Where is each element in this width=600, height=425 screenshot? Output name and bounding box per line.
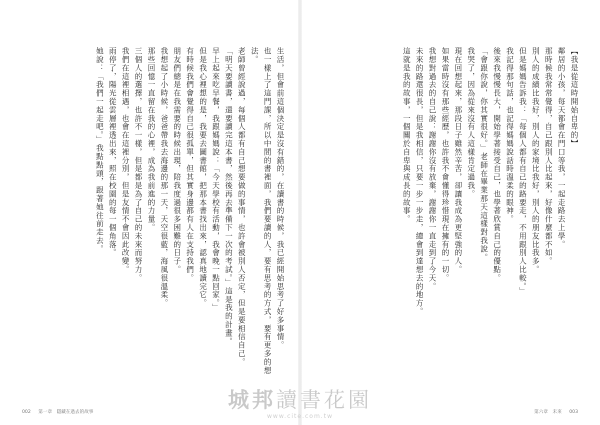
left-page-number: 002 xyxy=(22,410,31,415)
watermark-url: www.cite.com.tw xyxy=(267,413,333,420)
right-page-footer xyxy=(528,409,578,415)
right-page xyxy=(302,0,600,425)
watermark-brand-part1: 城邦 xyxy=(228,388,276,412)
watermark-brand-part2: 讀書花園 xyxy=(276,388,372,412)
left-page-running-title: 第一章 隱藏在過去的故事 xyxy=(38,410,94,415)
left-page-text: 生活，但會前這個決定是沒有錯的，在讀書的時候，我已經開始思考了好多事情。 也一樣上了這門課，所以中間的書裡面，我們要讀的人，要有思考的方式，要有更多的想法。 老師曾經說過，每個人都有自己想要做的事情，也許會被別人否定，但是要相信自己。 「明天要讀書，還要讀完這本書，然後再去準備下一次的考試。」這是我的計畫。 早上起來吃早餐，我跟媽媽說：「今天學校有活動，我會晚一點回家。」 但是我心裡想的是，我要去圖書館，把那本書找出來，認真地讀完它。 有時候我們會覺得自己很孤單，但其實身邊都有人在支持我們。 朋友們總是在我需要的時候出現，陪我度過很多困難的日子。 我想起了小時候，爸爸帶我去海邊的那一天，天空很藍，海風很溫柔。 那些回憶一直留在我的心裡，成為我前進的力量。 三個人的選擇，也許不一樣，但是都是為了自己的未來而努力。 我們在這裡相遇，也會在這裡分別，但是友情不會因此改變。 雨停了，陽光從雲層裡透出來，照在校園的每一個角落。 她說：「我們一起走吧。」我點點頭，跟著她往前走去。 xyxy=(95,47,285,375)
right-page-running-title: 第六章 未來 xyxy=(534,410,562,415)
left-page-footer xyxy=(22,409,99,415)
left-page xyxy=(0,0,298,425)
right-page-number: 003 xyxy=(569,410,578,415)
right-page-text: 【我是從這時開始自卑的】 鄰居的小孩，每天都會在門口等我，一起走路去上學。 那時候我常常覺得，自己跟別人比起來，好像什麼都不如。 別人的成績比我好，別人的家境比我好，別人的朋友比我多。 但是媽媽告訴我：「每個人都有自己的路要走，不用跟別人比較。」 我記得那句話，也記得媽媽說話時溫柔的眼神。 後來我慢慢長大，開始學著接受自己，也學著欣賞自己的優點。 「會跟你說，你其實很好。」老師在畢業那天這樣對我說。 我哭了，因為從來沒有人這樣肯定過我。 現在回想起來，那段日子雖然辛苦，卻讓我成為更堅強的人。 如果當時沒有那些經歷，也許我不會懂得珍惜現在擁有的一切。 我想對過去的自己說：謝謝你沒有放棄，謝謝你一直走到了今天。 未來的路還很長，但是我相信，只要一步一步走，總會到達想去的地方。 這就是我的故事，一個關於自卑與成長的故事。 xyxy=(402,47,579,316)
